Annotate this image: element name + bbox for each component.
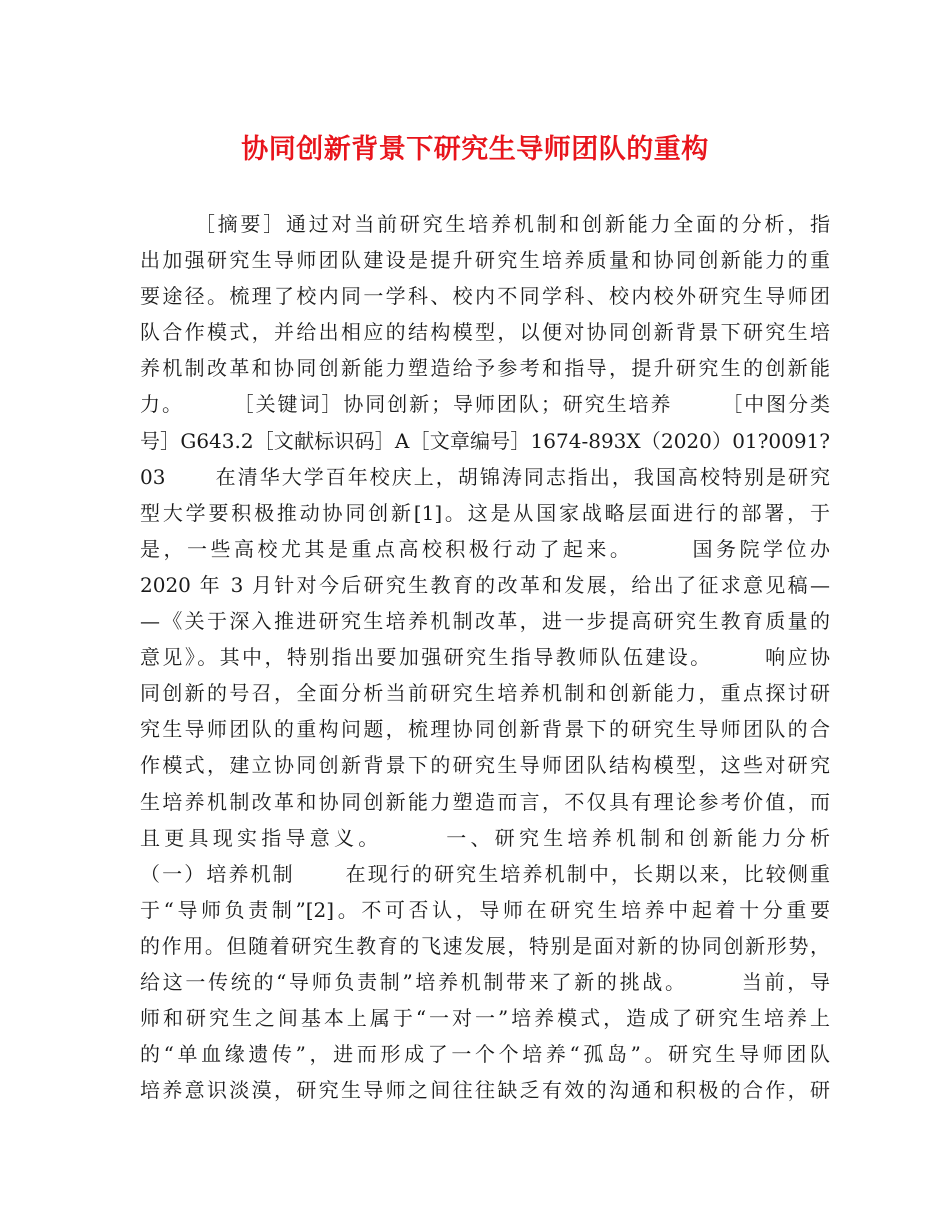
text-line: 究生导师团队的重构问题，梳理协同创新背景下的研究生导师团队的合 xyxy=(140,717,830,742)
text-line: 生培养机制改革和协同创新能力塑造而言，不仅具有理论参考价值，而 xyxy=(140,789,830,814)
text-line: 队合作模式，并给出相应的结构模型，以便对协同创新背景下研究生培 xyxy=(140,320,830,345)
text-line: 养机制改革和协同创新能力塑造给予参考和指导，提升研究生的创新能 xyxy=(140,356,830,381)
text-line: 型大学要积极推动协同创新[1]。这是从国家战略层面进行的部署，于 xyxy=(140,500,830,525)
text-line: 号］G643.2［文献标识码］A［文章编号］1674-893X（2020）01?0091? xyxy=(140,428,830,453)
text-line: 的“单血缘遗传”，进而形成了一个个培养“孤岛”。研究生导师团队 xyxy=(140,1042,830,1067)
text-line: 出加强研究生导师团队建设是提升研究生培养质量和协同创新能力的重 xyxy=(140,248,830,273)
text-line: 要途径。梳理了校内同一学科、校内不同学科、校内校外研究生导师团 xyxy=(140,284,830,309)
text-line: 的作用。但随着研究生教育的飞速发展，特别是面对新的协同创新形势， xyxy=(140,933,830,958)
text-line: —《关于深入推进研究生培养机制改革，进一步提高研究生教育质量的 xyxy=(140,609,830,634)
text-line: 师和研究生之间基本上属于“一对一”培养模式，造成了研究生培养上 xyxy=(140,1006,830,1031)
text-line: 意见》。其中，特别指出要加强研究生指导教师队伍建设。 响应协 xyxy=(140,645,830,670)
text-line: 是，一些高校尤其是重点高校积极行动了起来。 国务院学位办 xyxy=(140,536,830,561)
text-line: 培养意识淡漠，研究生导师之间往往缺乏有效的沟通和积极的合作，研 xyxy=(140,1078,830,1103)
page-title: 协同创新背景下研究生导师团队的重构 xyxy=(241,134,709,165)
body-text xyxy=(140,206,830,1108)
text-line: 给这一传统的“导师负责制”培养机制带来了新的挑战。 当前，导 xyxy=(140,969,830,994)
text-line: 于“导师负责制”[2]。不可否认，导师在研究生培养中起着十分重要 xyxy=(140,897,830,922)
text-line: 且更具现实指导意义。 一、研究生培养机制和创新能力分析 xyxy=(140,825,830,850)
text-line: 同创新的号召，全面分析当前研究生培养机制和创新能力，重点探讨研 xyxy=(140,681,830,706)
text-line: 力。 ［关键词］协同创新；导师团队；研究生培养 ［中图分类 xyxy=(140,392,830,417)
text-line: ［摘要］通过对当前研究生培养机制和创新能力全面的分析，指 xyxy=(140,212,830,236)
text-line: 2020 年 3 月针对今后研究生教育的改革和发展，给出了征求意见稿— xyxy=(140,572,830,597)
text-line: 03 在清华大学百年校庆上，胡锦涛同志指出，我国高校特别是研究 xyxy=(140,464,830,489)
text-line: （一）培养机制 在现行的研究生培养机制中，长期以来，比较侧重 xyxy=(140,861,830,886)
text-line: 作模式，建立协同创新背景下的研究生导师团队结构模型，这些对研究 xyxy=(140,753,830,778)
